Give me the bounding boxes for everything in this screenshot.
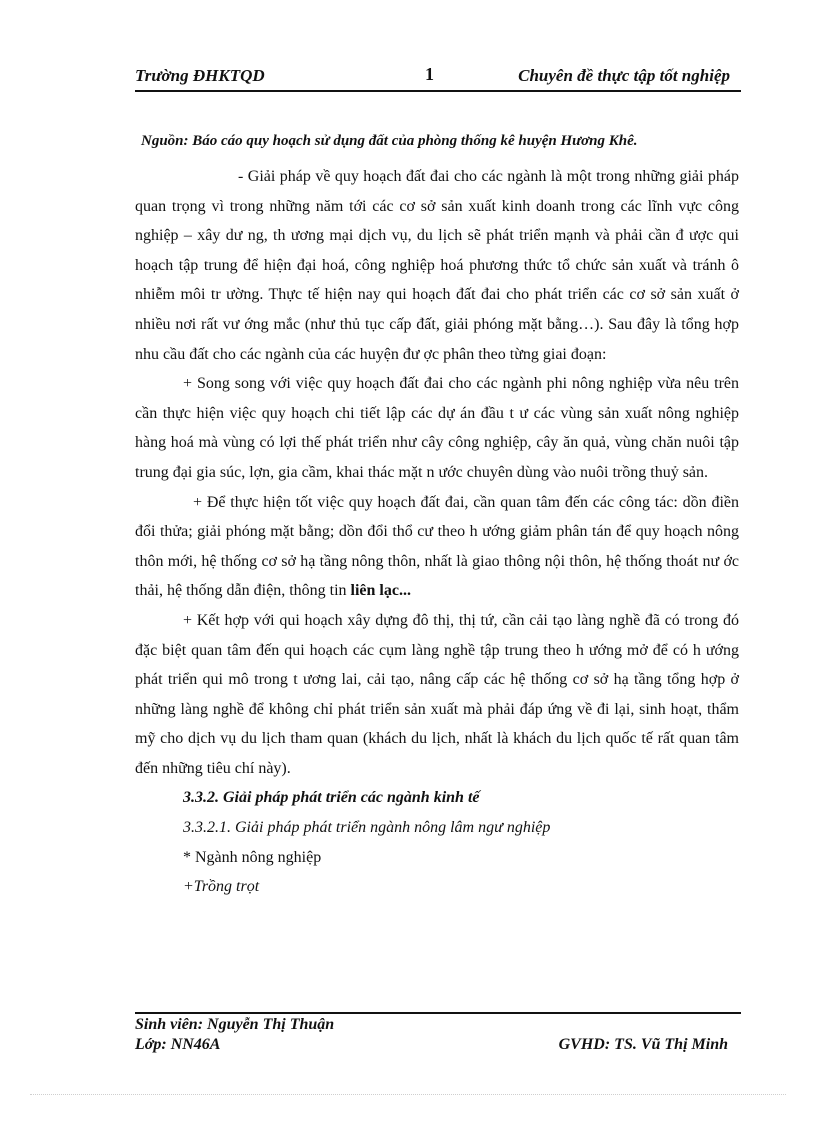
body-text <box>135 162 739 902</box>
page-edge-dotted-line <box>30 1094 786 1095</box>
footer-advisor: GVHD: TS. Vũ Thị Minh <box>558 1036 728 1053</box>
paragraph-land-planning: - Giải pháp về quy hoạch đất đai cho các ngành là một trong những giải pháp quan trọng vì trong những năm tới các cơ sở sản xuất kinh doanh trong các lĩnh vực công nghiệp – xây dư ng, th ương mại dịch vụ, du lịch sẽ phát triển mạnh và phải cần đ ược qui hoạch tập trung để hiện đại hoá, công nghiệp hoá phương thức tổ chức sản xuất và tránh ô nhiễm môi tr ường. Thực tế hiện nay qui hoạch đất đai cho phát triển các cơ sở sản xuất ở nhiều nơi rất vư ớng mắc (như thủ tục cấp đất, giải phóng mặt bằng…). Sau đây là tổng hợp nhu cầu đất cho các ngành của các huyện đư ợc phân theo từng giai đoạn: <box>135 168 739 363</box>
header-title: Chuyên đề thực tập tốt nghiệp <box>518 66 730 85</box>
footer-class: Lớp: NN46A <box>135 1036 221 1053</box>
heading-3-3-2-1: 3.3.2.1. Giải pháp phát triển ngành nông lâm ngư nghiệp <box>183 819 551 837</box>
header-school: Trường ĐHKTQD <box>135 66 265 85</box>
paragraph-implementation-bold: liên lạc... <box>350 582 411 600</box>
item-agriculture: * Ngành nông nghiệp <box>183 848 322 866</box>
item-cultivation: +Trồng trọt <box>183 878 260 896</box>
paragraph-implementation <box>135 488 739 606</box>
footer-student: Sinh viên: Nguyễn Thị Thuận <box>135 1016 335 1033</box>
page-number: 1 <box>425 64 434 84</box>
paragraph-craft-villages: + Kết hợp với qui hoạch xây dựng đô thị, thị tứ, cần cải tạo làng nghề đã có trong đó đặc biệt quan tâm đến qui hoạch các cụm làng nghề tập trung theo h ướng mở để có h ướng phát triển qui mô trong t ương lai, cải tạo, nâng cấp các hệ thống cơ sở hạ tầng tổng hợp ở những làng nghề để không chỉ phát triển sản xuất mà phải đáp ứng về đi lại, sinh hoạt, thẩm mỹ cho dịch vụ du lịch tham quan (khách du lịch, nhất là khách du lịch quốc tế rất quan tâm đến những tiêu chí này). <box>135 611 739 777</box>
paragraph-implementation-text: + Để thực hiện tốt việc quy hoạch đất đai, cần quan tâm đến các công tác: dồn điền đổi thửa; giải phóng mặt bằng; dồn đổi thổ cư theo h ướng giảm phân tán để quy hoạch nông thôn mới, hệ thống cơ sở hạ tầng nông thôn, nhất là giao thông nội thôn, hệ thống thoát nư ớc thải, hệ thống dẫn điện, thông tin <box>135 493 739 600</box>
header-rule <box>135 90 741 92</box>
heading-3-3-2: 3.3.2. Giải pháp phát triển các ngành kinh tế <box>183 789 480 807</box>
footer-rule <box>135 1012 741 1014</box>
paragraph-parallel-planning: + Song song với việc quy hoạch đất đai cho các ngành phi nông nghiệp vừa nêu trên cần thực hiện việc quy hoạch chi tiết lập các dự án đầu t ư các vùng sản xuất nông nghiệp hàng hoá mà vùng có lợi thế phát triển như cây công nghiệp, cây ăn quả, vùng chăn nuôi tập trung đại gia súc, lợn, gia cầm, khai thác mặt n ước chuyên dùng vào nuôi trồng thuỷ sản. <box>135 375 739 481</box>
source-note: Nguồn: Báo cáo quy hoạch sử dụng đất của phòng thống kê huyện Hương Khê. <box>141 133 638 149</box>
